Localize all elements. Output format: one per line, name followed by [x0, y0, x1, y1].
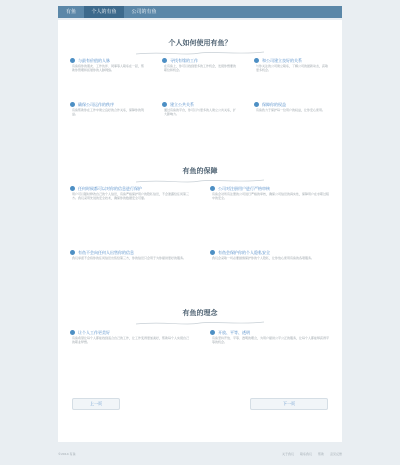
footer-link[interactable]: 意见反馈	[329, 452, 342, 456]
content-panel	[58, 20, 342, 442]
info-icon	[70, 186, 75, 191]
footer-links	[277, 452, 342, 456]
section-title-guarantee: 有鱼的保障	[182, 167, 218, 175]
feature-text: 有鱼致力于保护每一位用户的权益，让你安心使用。	[256, 108, 326, 112]
footer-link[interactable]: 联系我们	[300, 452, 313, 456]
feature-title: 保障你的权益	[262, 102, 286, 107]
info-icon	[70, 250, 75, 255]
feature-title: 寻找有缘的工作	[170, 58, 198, 63]
feature-title: 确保公司运作的秩序	[78, 102, 114, 107]
feature-title: 建立公共关系	[170, 102, 194, 107]
guarantee-title: 有鱼不会向任何人出售你的信息	[78, 250, 134, 255]
feature-text: 与你关注的公司建立联系，了解公司的最新动态，获取更多机会。	[256, 64, 329, 72]
guarantee-text: 用户可以随时修改自己的个人信息，有鱼严格保护用户的隐私信息，不会泄露给任何第三方。我们采用先进的安全技术，确保你的数据安全可靠。	[72, 192, 190, 200]
shield-icon	[70, 102, 75, 107]
feature-title: 和公司建立良好的关系	[262, 58, 302, 63]
guarantee-title: 公司对注册用户进行严格审核	[218, 186, 270, 191]
section-title-philosophy: 有鱼的理念	[182, 309, 218, 317]
guarantee-title: 任何时候都可以对你的信息进行保护	[78, 186, 142, 191]
info-icon	[210, 186, 215, 191]
swirl-divider	[134, 178, 266, 184]
tab-personal[interactable]: 个人的有鱼	[84, 6, 124, 18]
section-title-personal-use: 个人如何使用有鱼？	[168, 39, 232, 47]
prev-button[interactable]: 上一页	[72, 398, 120, 410]
guarantee-text: 我们承诺不会将你的任何信息出售给第三方，你的信息只会用于为你提供更好的服务。	[72, 256, 187, 260]
feature-text: 有鱼将你的朋友、工作伙伴、同事等人联系在一起，帮助你管理和拓展你的人脉网络。	[72, 64, 145, 72]
feature-text: 通过有鱼的平台，你可以与更多的人建立公共关系，扩大影响力。	[164, 108, 237, 116]
footer-link[interactable]: 帮助	[318, 452, 325, 456]
guarantee-text: 我们会采取一切必要措施保护你的个人隐私，让你放心使用有鱼的各项服务。	[212, 256, 315, 260]
people-icon	[70, 58, 75, 63]
next-button[interactable]: 下一页	[250, 398, 328, 410]
feature-text: 在有鱼上，你可以找到更多的工作机会，发现你想要的职位和机会。	[164, 64, 237, 72]
copyright-text: ©2014 有鱼	[58, 452, 76, 456]
feature-title: 与最有价值的人脉	[78, 58, 110, 63]
tab-youyu[interactable]: 有鱼	[65, 9, 76, 15]
swirl-divider	[134, 320, 266, 326]
handshake-icon	[162, 102, 167, 107]
feature-text: 有鱼帮助你在工作中建立良好的合作关系，保障你的利益。	[72, 108, 145, 116]
philosophy-text: 有鱼希望让每个人都能找到适合自己的工作，让工作变得更加美好，帮助每个人实现自己的职业梦想。	[72, 336, 190, 344]
footer-link[interactable]: 关于我们	[282, 452, 295, 456]
philosophy-text: 有鱼坚持开放、平等、透明的理念，为用户提供公平公正的服务，让每个人都能够获得平等的机会。	[212, 336, 330, 344]
lock-icon	[254, 102, 259, 107]
footer	[58, 452, 342, 456]
swirl-divider	[134, 50, 266, 56]
info-icon	[210, 330, 215, 335]
briefcase-icon	[162, 58, 167, 63]
philosophy-title: 开放、平等、透明	[218, 330, 250, 335]
guarantee-title: 有鱼会保护你的个人隐私安全	[218, 250, 270, 255]
tab-company[interactable]: 公司的有鱼	[131, 9, 157, 15]
top-tab-bar	[58, 6, 342, 18]
info-icon	[70, 330, 75, 335]
philosophy-title: 让个人工作更美好	[78, 330, 110, 335]
info-icon	[210, 250, 215, 255]
guarantee-text: 有鱼会对所有注册的公司进行严格的审核，确保公司信息的真实性，保障用户在求职过程中的安全。	[212, 192, 330, 200]
building-icon	[254, 58, 259, 63]
